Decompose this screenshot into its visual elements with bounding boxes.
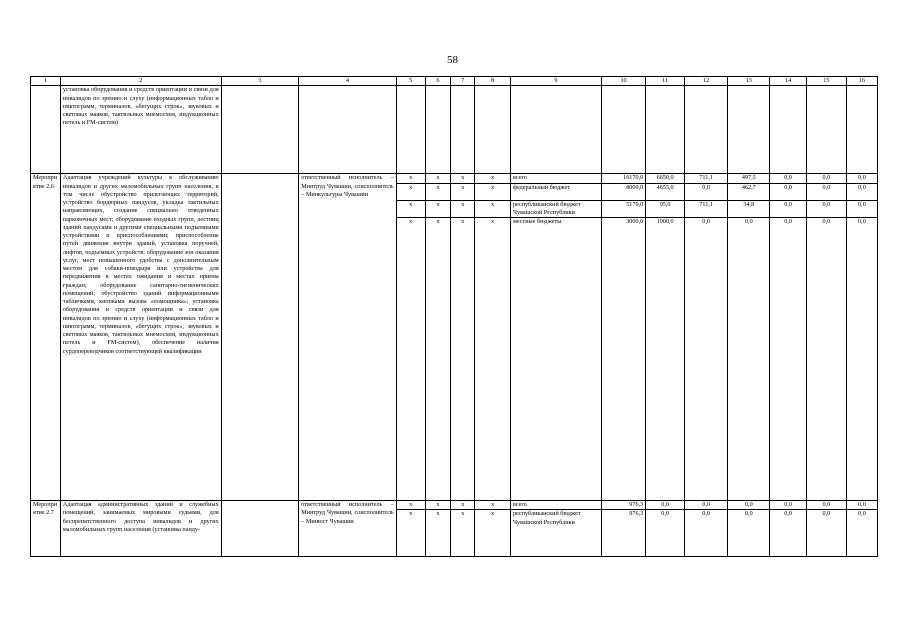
total-value: 8000,0 bbox=[601, 183, 645, 200]
continuation-row bbox=[31, 86, 878, 174]
year-value-4: 0,0 bbox=[770, 501, 807, 510]
year-value-6: 0,0 bbox=[846, 501, 877, 510]
empty-cell bbox=[396, 86, 425, 174]
empty-cell bbox=[601, 86, 645, 174]
year-value-3: 34,8 bbox=[728, 200, 770, 218]
col-num-14: 14 bbox=[770, 77, 807, 86]
year-value-1: 0,0 bbox=[646, 501, 685, 510]
col8-x: x bbox=[475, 218, 510, 501]
col8-x: x bbox=[475, 183, 510, 200]
year-value-6: 0,0 bbox=[846, 510, 877, 557]
col5-x: x bbox=[396, 200, 425, 218]
year-value-4: 0,0 bbox=[770, 183, 807, 200]
funding-source: всего bbox=[510, 501, 601, 510]
continuation-empty-cell bbox=[31, 86, 61, 174]
year-value-3: 462,7 bbox=[728, 183, 770, 200]
col7-x: x bbox=[451, 501, 475, 510]
col6-x: x bbox=[425, 183, 450, 200]
year-value-3: 0,0 bbox=[728, 501, 770, 510]
total-value: 976,3 bbox=[601, 501, 645, 510]
funding-source: местные бюджеты bbox=[510, 218, 601, 501]
total-value: 5170,0 bbox=[601, 200, 645, 218]
year-value-1: 1900,0 bbox=[646, 218, 685, 501]
col8-x: x bbox=[475, 501, 510, 510]
total-value: 16170,0 bbox=[601, 174, 645, 183]
col-num-2: 2 bbox=[60, 77, 221, 86]
funding-row bbox=[31, 174, 878, 183]
empty-cell bbox=[299, 86, 397, 174]
year-value-5: 0,0 bbox=[806, 501, 846, 510]
col7-x: x bbox=[451, 218, 475, 501]
empty-cell bbox=[728, 86, 770, 174]
col7-x: x bbox=[451, 510, 475, 557]
col-num-8: 8 bbox=[475, 77, 510, 86]
year-value-5: 0,0 bbox=[806, 174, 846, 183]
col-num-1: 1 bbox=[31, 77, 61, 86]
total-value: 3000,0 bbox=[601, 218, 645, 501]
empty-cell bbox=[221, 86, 299, 174]
year-value-1: 4655,0 bbox=[646, 183, 685, 200]
empty-cell bbox=[510, 86, 601, 174]
year-value-2: 711,1 bbox=[685, 200, 728, 218]
year-value-2: 0,0 bbox=[685, 218, 728, 501]
empty-cell bbox=[770, 86, 807, 174]
year-value-6: 0,0 bbox=[846, 200, 877, 218]
year-value-4: 0,0 bbox=[770, 200, 807, 218]
year-value-1: 6650,0 bbox=[646, 174, 685, 183]
col5-x: x bbox=[396, 174, 425, 183]
year-value-5: 0,0 bbox=[806, 183, 846, 200]
year-value-6: 0,0 bbox=[846, 183, 877, 200]
col7-x: x bbox=[451, 174, 475, 183]
col5-x: x bbox=[396, 183, 425, 200]
empty-cell bbox=[685, 86, 728, 174]
year-value-4: 0,0 bbox=[770, 510, 807, 557]
empty-cell bbox=[846, 86, 877, 174]
col8-x: x bbox=[475, 510, 510, 557]
col-num-15: 15 bbox=[806, 77, 846, 86]
col6-x: x bbox=[425, 510, 450, 557]
col-num-7: 7 bbox=[451, 77, 475, 86]
column-number-row bbox=[31, 77, 878, 86]
col-num-6: 6 bbox=[425, 77, 450, 86]
col6-x: x bbox=[425, 218, 450, 501]
page-number: 58 bbox=[447, 54, 458, 66]
col6-x: x bbox=[425, 501, 450, 510]
funding-source: федеральный бюджет bbox=[510, 183, 601, 200]
col-num-4: 4 bbox=[299, 77, 397, 86]
year-value-1: 95,0 bbox=[646, 200, 685, 218]
event-name: Мероприятие 2.6 bbox=[31, 174, 61, 501]
year-value-3: 0,0 bbox=[728, 218, 770, 501]
col6-x: x bbox=[425, 200, 450, 218]
year-value-6: 0,0 bbox=[846, 174, 877, 183]
col-num-12: 12 bbox=[685, 77, 728, 86]
empty-cell bbox=[451, 86, 475, 174]
col7-x: x bbox=[451, 200, 475, 218]
year-value-5: 0,0 bbox=[806, 218, 846, 501]
event-description: Адаптация административных зданий и служебных помещений, занимаемых мировыми судьями, для беспрепятственного доступа инвалидов и других маломобильных групп населения (установка панду- bbox=[60, 501, 221, 557]
empty-cell bbox=[221, 174, 299, 501]
year-value-2: 711,1 bbox=[685, 174, 728, 183]
col8-x: x bbox=[475, 200, 510, 218]
year-value-2: 0,0 bbox=[685, 501, 728, 510]
year-value-4: 0,0 bbox=[770, 174, 807, 183]
funding-source: республиканский бюджет Чувашской Республики bbox=[510, 510, 601, 557]
event-description: Адаптация учреждений культуры к обслуживанию инвалидов и других маломобильных групп населения, в том числе обустройство прилегающих территорий, устройство бордюрных пандусов, укладка тактильных направляющих, создание специально отведенных парковочных мест; оборудование входных групп, лестниц зданий пандусами и другими специальными подъемными устройствами и приспособлениями; приспособление путей движения внутри зданий, установка поручней, лифтов, подъемных устройств; оборудование зон оказания услуг, мест повышенного удобства с дополнительным местом для собаки-поводыря или устройства для передвижения в местах ожидания и местах приема граждан; оборудование санитарно-гигиенических помещений; обустройство зданий информационными табличками, кнопками вызова «помощника»; установка оборудования и средств ориентации и связи для инвалидов по зрению и слуху (информационных табло и пиктограмм, терминалов, «бегущих строк», звуковых и световых маяков, тактильных мнемосхем, индукционных петель и FM-систем), обеспечение наличия сурдопереводчиков соответствующей квалификации bbox=[60, 174, 221, 501]
year-value-3: 497,5 bbox=[728, 174, 770, 183]
col-num-9: 9 bbox=[510, 77, 601, 86]
col-num-16: 16 bbox=[846, 77, 877, 86]
funding-source: республиканский бюджет Чувашской Республики bbox=[510, 200, 601, 218]
year-value-6: 0,0 bbox=[846, 218, 877, 501]
empty-cell bbox=[646, 86, 685, 174]
year-value-1: 0,0 bbox=[646, 510, 685, 557]
year-value-5: 0,0 bbox=[806, 510, 846, 557]
col-num-11: 11 bbox=[646, 77, 685, 86]
empty-cell bbox=[806, 86, 846, 174]
col-num-10: 10 bbox=[601, 77, 645, 86]
year-value-3: 0,0 bbox=[728, 510, 770, 557]
col6-x: x bbox=[425, 174, 450, 183]
col-num-13: 13 bbox=[728, 77, 770, 86]
responsible-executor: ответственный исполнитель – Минтруд Чувашии, соисполнитель – Минюст Чувашии bbox=[299, 501, 397, 557]
year-value-5: 0,0 bbox=[806, 200, 846, 218]
funding-source: всего bbox=[510, 174, 601, 183]
col7-x: x bbox=[451, 183, 475, 200]
col-num-5: 5 bbox=[396, 77, 425, 86]
col8-x: x bbox=[475, 174, 510, 183]
year-value-4: 0,0 bbox=[770, 218, 807, 501]
total-value: 976,3 bbox=[601, 510, 645, 557]
program-table bbox=[30, 76, 878, 557]
responsible-executor: ответственный исполнитель – Минтруд Чувашии, соисполнитель – Минкультуры Чувашии bbox=[299, 174, 397, 501]
continuation-description: установка оборудования и средств ориентации и связи для инвалидов по зрению и слуху (информационных табло и пиктограмм, терминалов, «бегущих строк», звуковых и световых маяков, тактильных мнемосхем, индукционных петель и FM-систем) bbox=[60, 86, 221, 174]
empty-cell bbox=[221, 501, 299, 557]
funding-row bbox=[31, 501, 878, 510]
col5-x: x bbox=[396, 501, 425, 510]
empty-cell bbox=[475, 86, 510, 174]
col-num-3: 3 bbox=[221, 77, 299, 86]
col5-x: x bbox=[396, 218, 425, 501]
event-name: Мероприятие 2.7 bbox=[31, 501, 61, 557]
year-value-2: 0,0 bbox=[685, 510, 728, 557]
year-value-2: 0,0 bbox=[685, 183, 728, 200]
empty-cell bbox=[425, 86, 450, 174]
col5-x: x bbox=[396, 510, 425, 557]
